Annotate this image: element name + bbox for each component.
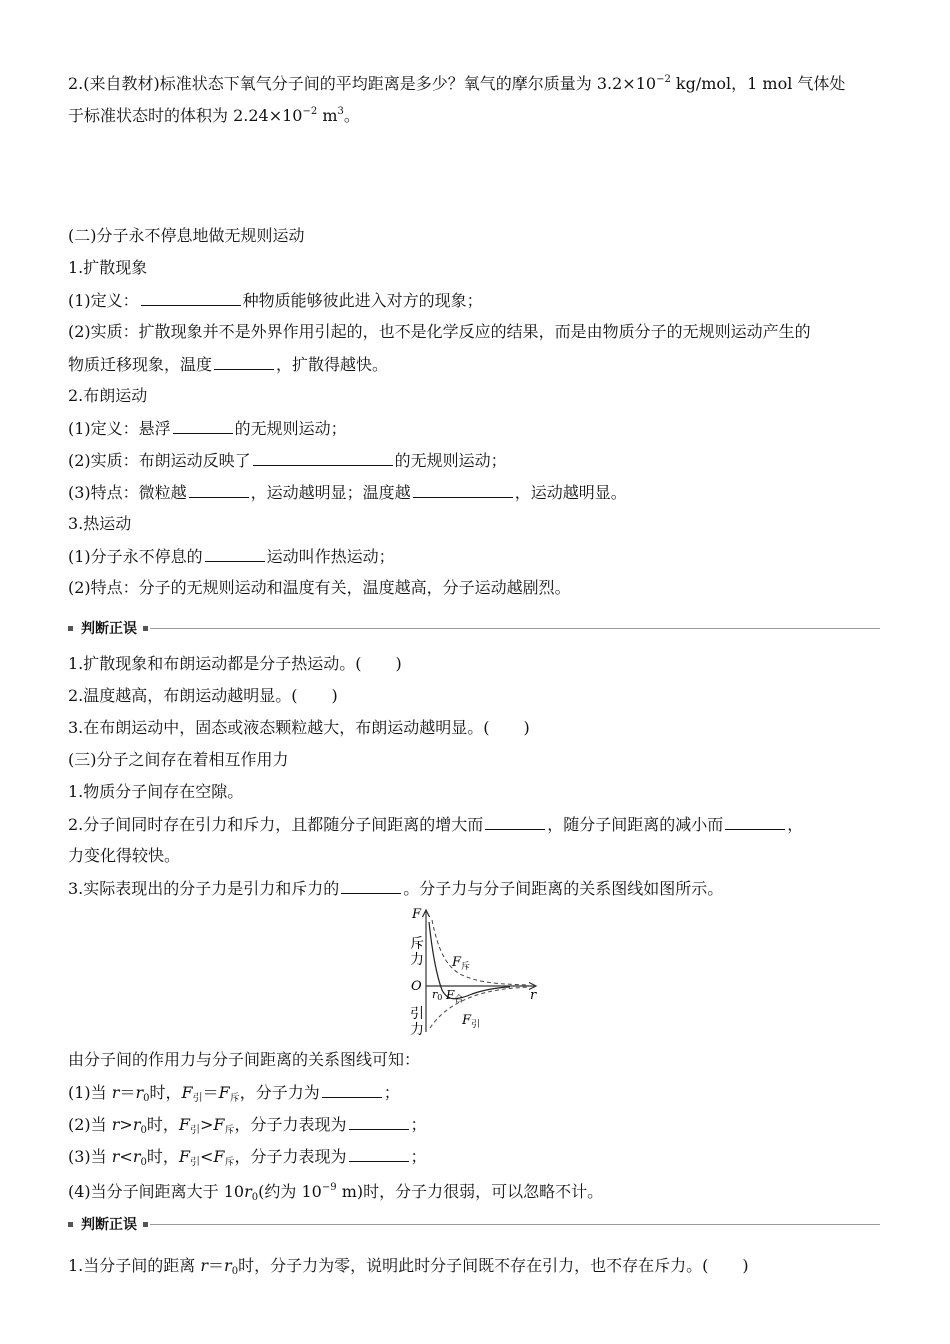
thermal-features: (2)特点：分子的无规则运动和温度有关，温度越高，分子运动越剧烈。 bbox=[68, 578, 571, 597]
answer-blank[interactable] bbox=[173, 416, 233, 434]
force-distance-graph bbox=[398, 900, 548, 1036]
judge-section-bar-2 bbox=[68, 1214, 880, 1234]
judge-section-bar bbox=[68, 618, 880, 638]
section-3-heading: (三)分子之间存在着相互作用力 bbox=[68, 750, 289, 769]
repulsion-label-2: 力 bbox=[410, 952, 424, 968]
attraction-label-1: 引 bbox=[410, 1006, 424, 1022]
answer-blank[interactable] bbox=[341, 876, 401, 894]
net-force-curve bbox=[429, 922, 510, 999]
conclusion-1: (1)当 $r=r_0$时，$F_引=F_斥$，分子力为 ； bbox=[68, 1080, 400, 1111]
conclusion-4: (4)当分子间距离大于 $10r_0$(约为 $10^{-9}$ m)时，分子力很弱，可以忽略不计。 bbox=[68, 1182, 604, 1203]
answer-blank[interactable] bbox=[141, 288, 241, 306]
r0-label: r0 bbox=[432, 988, 443, 1002]
judge-item-2: 2.温度越高，布朗运动越明显。( ) bbox=[68, 686, 338, 705]
question-2-line-1: 2.(来自教材)标准状态下氧气分子间的平均距离是多少？氧气的摩尔质量为 $3.2\times 10^{-2}$ kg/mol，1 mol 气体处 bbox=[68, 74, 846, 93]
question-2-line-2: 于标准状态时的体积为 $2.24\times 10^{-2}$ $m^3$。 bbox=[68, 106, 360, 125]
judge-title: 判断正误 bbox=[81, 621, 137, 637]
diffusion-definition: (1)定义： 种物质能够彼此进入对方的现象； bbox=[68, 288, 483, 313]
judge-item-3: 3.在布朗运动中，固态或液态颗粒越大，布朗运动越明显。( ) bbox=[68, 718, 530, 737]
conclusion-2: (2)当 $r>r_0$时，$F_引>F_斥$，分子力表现为 ； bbox=[68, 1112, 427, 1143]
brownian-features: (3)特点：微粒越 ，运动越明显；温度越 ，运动越明显。 bbox=[68, 480, 627, 505]
attraction-label-2: 力 bbox=[410, 1022, 424, 1036]
repulsion-curve-label: $F_斥$ bbox=[452, 955, 471, 972]
answer-blank[interactable] bbox=[253, 448, 393, 466]
section-3-p2: 2.分子间同时存在引力和斥力，且都随分子间距离的增大而 ，随分子间距离的减小而 ， bbox=[68, 812, 803, 837]
answer-blank[interactable] bbox=[205, 544, 265, 562]
conclusions-intro: 由分子间的作用力与分子间距离的关系图线可知： bbox=[68, 1050, 421, 1069]
judge-title: 判断正误 bbox=[81, 1217, 137, 1233]
x-axis-label: r bbox=[530, 988, 537, 1003]
diffusion-nature-1: (2)实质：扩散现象并不是外界作用引起的，也不是化学反应的结果，而是由物质分子的无规则运动产生的 bbox=[68, 322, 811, 341]
section-2-heading: (二)分子永不停息地做无规则运动 bbox=[68, 226, 305, 245]
y-axis-label: F bbox=[412, 907, 422, 922]
answer-blank[interactable] bbox=[322, 1080, 382, 1098]
judge2-item-1: 1.当分子间的距离 $r=r_0$时，分子力为零，说明此时分子间既不存在引力，也不存在斥力。( ) bbox=[68, 1256, 749, 1277]
repulsion-curve bbox=[432, 920, 528, 985]
conclusion-3: (3)当 $r<r_0$时，$F_引<F_斥$，分子力表现为 ； bbox=[68, 1144, 427, 1175]
origin-label: O bbox=[411, 979, 422, 994]
attraction-curve-label: $F_引$ bbox=[462, 1013, 481, 1030]
answer-blank[interactable] bbox=[413, 480, 513, 498]
answer-blank[interactable] bbox=[725, 812, 785, 830]
section-3-p1: 1.物质分子间存在空隙。 bbox=[68, 782, 244, 801]
thermal-definition: (1)分子永不停息的 运动叫作热运动； bbox=[68, 544, 395, 569]
answer-blank[interactable] bbox=[189, 480, 249, 498]
brownian-title: 2.布朗运动 bbox=[68, 386, 148, 405]
answer-blank[interactable] bbox=[485, 812, 545, 830]
diffusion-title: 1.扩散现象 bbox=[68, 258, 148, 277]
thermal-title: 3.热运动 bbox=[68, 514, 132, 533]
judge-item-1: 1.扩散现象和布朗运动都是分子热运动。( ) bbox=[68, 654, 402, 673]
repulsion-label-1: 斥 bbox=[410, 936, 424, 952]
section-3-p2-cont: 力变化得较快。 bbox=[68, 846, 181, 865]
answer-blank[interactable] bbox=[214, 352, 274, 370]
brownian-definition: (1)定义：悬浮 的无规则运动； bbox=[68, 416, 347, 441]
answer-blank[interactable] bbox=[349, 1112, 409, 1130]
answer-blank[interactable] bbox=[349, 1144, 409, 1162]
net-force-label: $F_合$ bbox=[446, 988, 464, 1005]
brownian-nature: (2)实质：布朗运动反映了 的无规则运动； bbox=[68, 448, 507, 473]
diffusion-nature-2: 物质迁移现象，温度 ，扩散得越快。 bbox=[68, 352, 388, 377]
section-3-p3: 3.实际表现出的分子力是引力和斥力的 。分子力与分子间距离的关系图线如图所示。 bbox=[68, 876, 723, 901]
